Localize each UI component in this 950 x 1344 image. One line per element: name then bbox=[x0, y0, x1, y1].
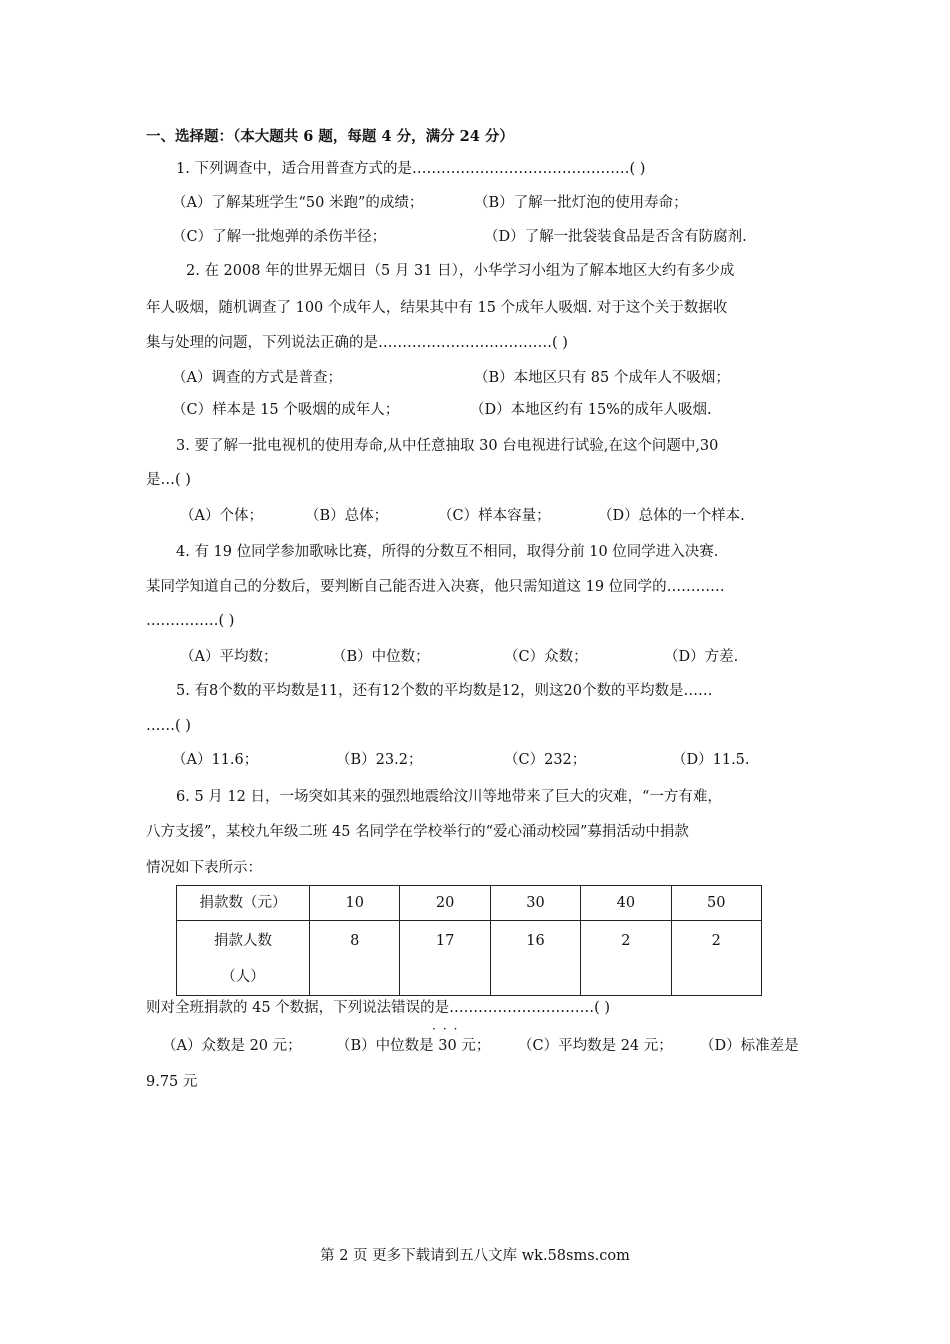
q6-option-d-continued: 9.75 元 bbox=[146, 1074, 198, 1090]
table-cell: 16 bbox=[490, 921, 580, 996]
table-cell: 20 bbox=[400, 886, 490, 921]
q4-option-a: （A）平均数； bbox=[180, 649, 278, 665]
q4-line-3: ……………( ) bbox=[146, 613, 235, 629]
q2-option-a: （A）调查的方式是普查； bbox=[172, 370, 342, 386]
q4-option-d: （D）方差. bbox=[664, 649, 739, 665]
q5-option-b: （B）23.2； bbox=[336, 752, 423, 768]
table-cell: 50 bbox=[671, 886, 761, 921]
q1-option-c: （C）了解一批炮弹的杀伤半径； bbox=[172, 229, 387, 245]
q4-option-b: （B）中位数； bbox=[332, 649, 430, 665]
q1-option-a: （A）了解某班学生“50 米跑”的成绩； bbox=[172, 195, 424, 211]
q6-line-2: 八方支援”，某校九年级二班 45 名同学在学校举行的“爱心涌动校园”募捐活动中捐款 bbox=[146, 824, 689, 840]
q1-option-b: （B）了解一批灯泡的使用寿命； bbox=[474, 195, 688, 211]
table-header-cell bbox=[177, 921, 310, 996]
q3-option-a: （A）个体； bbox=[180, 508, 263, 524]
section-heading: 一、选择题：（本大题共 6 题，每题 4 分，满分 24 分） bbox=[146, 128, 514, 145]
q5-option-a: （A）11.6； bbox=[172, 752, 259, 768]
q2-line-2: 年人吸烟，随机调查了 100 个成年人，结果其中有 15 个成年人吸烟. 对于这个关于数据收 bbox=[146, 300, 728, 316]
row-label-line-2: （人） bbox=[221, 969, 265, 985]
table-cell: 8 bbox=[310, 921, 400, 996]
q2-line-1: 2. 在 2008 年的世界无烟日（5 月 31 日），小华学习小组为了解本地区大约有多少成 bbox=[186, 263, 735, 279]
table-cell: 40 bbox=[581, 886, 671, 921]
table-cell: 17 bbox=[400, 921, 490, 996]
q2-option-b: （B）本地区只有 85 个成年人不吸烟； bbox=[474, 370, 730, 386]
q3-option-b: （B）总体； bbox=[305, 508, 389, 524]
q4-option-c: （C）众数； bbox=[504, 649, 588, 665]
donation-table bbox=[176, 885, 762, 996]
page-footer: 第 2 页 更多下载请到五八文库 wk.58sms.com bbox=[320, 1248, 630, 1264]
q2-line-3: 集与处理的问题，下列说法正确的是………………………………( ) bbox=[146, 335, 568, 351]
q1-option-d: （D）了解一批袋装食品是否含有防腐剂. bbox=[484, 229, 747, 245]
table-cell: 30 bbox=[490, 886, 580, 921]
q2-option-d: （D）本地区约有 15%的成年人吸烟. bbox=[470, 402, 712, 418]
table-cell: 10 bbox=[310, 886, 400, 921]
q1-stem: 1. 下列调查中，适合用普查方式的是………………………………………( ) bbox=[176, 161, 646, 177]
table-row bbox=[177, 886, 762, 921]
q6-option-d: （D）标准差是 bbox=[700, 1038, 799, 1054]
q6-option-c: （C）平均数是 24 元； bbox=[518, 1038, 673, 1054]
q6-line-3: 情况如下表所示： bbox=[146, 860, 262, 876]
q3-line-2: 是…( ) bbox=[146, 472, 191, 488]
q3-option-d: （D）总体的一个样本. bbox=[598, 508, 745, 524]
q4-line-1: 4. 有 19 位同学参加歌咏比赛，所得的分数互不相同，取得分前 10 位同学进入决赛. bbox=[176, 544, 719, 560]
table-cell: 2 bbox=[671, 921, 761, 996]
q6-line-1: 6. 5 月 12 日，一场突如其来的强烈地震给汶川等地带来了巨大的灾难，“一方有难， bbox=[176, 789, 722, 805]
q5-option-d: （D）11.5. bbox=[672, 752, 750, 768]
table-row bbox=[177, 921, 762, 996]
table-header-cell: 捐款数（元） bbox=[177, 886, 310, 921]
q2-option-c: （C）样本是 15 个吸烟的成年人； bbox=[172, 402, 400, 418]
q4-line-2: 某同学知道自己的分数后，要判断自己能否进入决赛，他只需知道这 19 位同学的………… bbox=[146, 579, 725, 595]
q6-option-b: （B）中位数是 30 元； bbox=[336, 1038, 491, 1054]
q3-option-c: （C）样本容量； bbox=[438, 508, 551, 524]
emphasis-dots: ··· bbox=[432, 1022, 465, 1036]
row-label-line-1: 捐款人数 bbox=[214, 933, 272, 949]
q6-option-a: （A）众数是 20 元； bbox=[162, 1038, 302, 1054]
q3-line-1: 3. 要了解一批电视机的使用寿命,从中任意抽取 30 台电视进行试验,在这个问题中,30 bbox=[176, 438, 719, 454]
q5-line-2: ……( ) bbox=[146, 718, 191, 734]
q5-option-c: （C）232； bbox=[504, 752, 587, 768]
q6-after-table: 则对全班捐款的 45 个数据，下列说法错误的是…………………………( ) bbox=[146, 1000, 611, 1016]
q5-line-1: 5. 有8个数的平均数是11，还有12个数的平均数是12，则这20个数的平均数是…… bbox=[176, 683, 713, 699]
table-cell: 2 bbox=[581, 921, 671, 996]
